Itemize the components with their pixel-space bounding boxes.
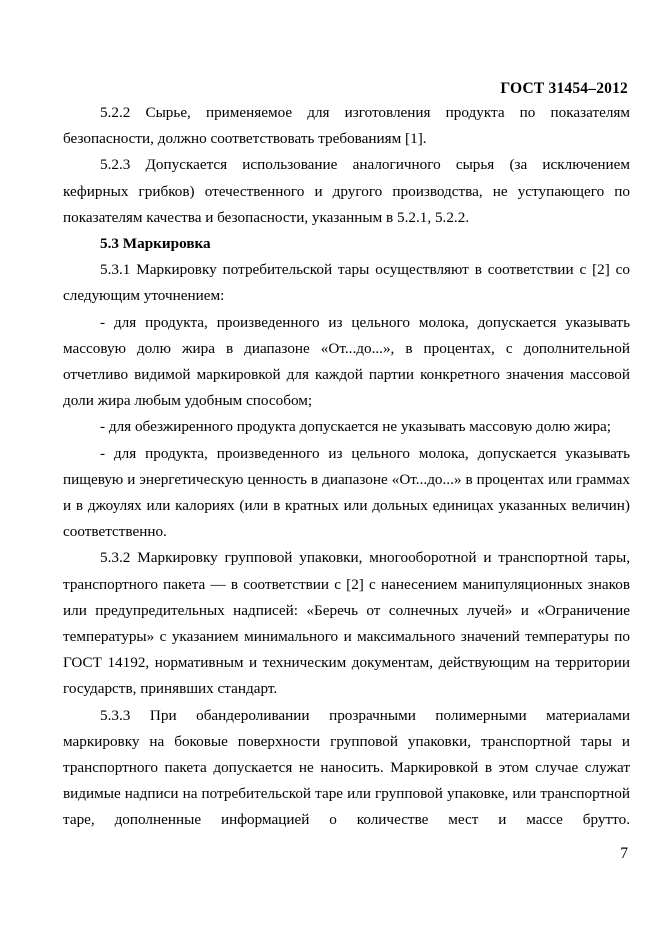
- list-item-nutrition-range: - для продукта, произведенного из цельного молока, допускается указывать пищевую и энергетическую ценность в диапазоне «От...до...» в процентах или граммах и в джоулях или калориях (или в кратных или дольных единицах указанных величин) соответственно.: [63, 444, 630, 541]
- section-heading-5-3: 5.3 Маркировка: [100, 235, 211, 253]
- list-item-fat-range: - для продукта, произведенного из цельного молока, допускается указывать массовую долю жира в диапазоне «От...до...», в процентах, с дополнительной отчетливо видимой маркировкой для каждой партии конкретного значения массовой доли жира любым удобным способом;: [63, 313, 630, 410]
- list-item-skim-product: - для обезжиренного продукта допускается не указывать массовую долю жира;: [100, 418, 612, 436]
- clause-5-2-2: 5.2.2 Сырье, применяемое для изготовления продукта по показателям безопасности, должно соответствовать требованиям [1].: [63, 104, 630, 148]
- page-number: 7: [620, 845, 628, 862]
- clause-5-3-1: 5.3.1 Маркировку потребительской тары осуществляют в соответствии с [2] со следующим уточнением:: [63, 261, 630, 305]
- document-body: [63, 100, 630, 834]
- clause-5-2-3: 5.2.3 Допускается использование аналогичного сырья (за исключением кефирных грибков) отечественного и другого производства, не уступающего по показателям качества и безопасности, указанным в 5.2.1, 5.2.2.: [63, 156, 630, 226]
- clause-5-3-3: 5.3.3 При обандероливании прозрачными полимерными материалами маркировку на боковые поверхности групповой упаковки, транспортной тары и транспортного пакета допускается не наносить. Маркировкой в этом случае служат видимые надписи на потребительской таре или групповой упаковке, или транспортной таре, дополненные информацией о количестве мест и массе брутто.: [63, 706, 630, 829]
- clause-5-3-2: 5.3.2 Маркировку групповой упаковки, многооборотной и транспортной тары, транспортного пакета — в соответствии с [2] с нанесением манипуляционных знаков или предупредительных надписей: «Беречь от солнечных лучей» и «Ограничение температуры» с указанием минимального и максимального значений температуры по ГОСТ 14192, нормативным и техническим документам, действующим на территории государств, принявших стандарт.: [63, 549, 630, 698]
- document-code-header: ГОСТ 31454–2012: [500, 80, 628, 97]
